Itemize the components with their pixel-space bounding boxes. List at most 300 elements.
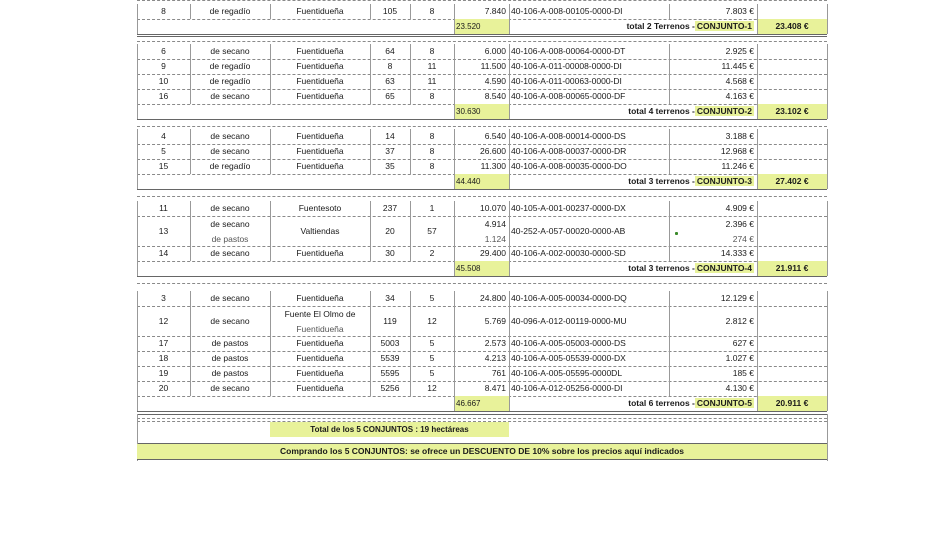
municipality-cell [270,306,370,336]
municipality-cell-text: Fuentesoto [298,203,342,213]
municipality-cell [270,4,370,19]
parcel-cell [370,144,410,159]
lot-number-cell-text: 5 [161,146,166,156]
land-type-cell-line1: de secano [210,219,250,229]
area-cell-text: 7.840 [484,6,506,16]
municipality-cell-text: Fuentidueña [296,91,344,101]
polygon-cell [410,306,454,336]
summary-column-line [757,174,758,189]
land-type-cell [190,74,270,89]
land-type-cell-text: de secano [210,146,250,156]
area-cell-text: 11.500 [480,61,506,71]
column-line [270,201,271,261]
cadastral-ref-cell [509,381,669,396]
parcel-cell [370,44,410,59]
polygon-cell-text: 5 [429,368,435,378]
municipality-cell [270,291,370,306]
area-cell-text: 5.769 [484,316,506,326]
land-type-cell-text: de pastos [211,338,249,348]
polygon-cell-text: 2 [429,248,435,258]
price-cell-text: 2.812 € [725,316,754,326]
group-gap-line [137,196,827,197]
column-line [137,44,138,104]
price-cell-text: 4.163 € [725,91,754,101]
land-type-cell-text: de regadío [209,61,251,71]
parcel-cell-text: 20 [385,226,395,236]
price-cell-text: 4.909 € [725,203,754,213]
polygon-cell-text: 8 [429,146,435,156]
price-cell [669,144,757,159]
terrain-count-label: total 3 terrenos - [628,263,695,273]
table-row [137,74,827,89]
column-line [370,44,371,104]
summary-column-line [757,261,758,276]
area-cell [454,89,509,104]
lot-number-cell [137,351,190,366]
group-gap-line [137,126,827,127]
lot-number-cell-text: 11 [159,203,168,213]
land-type-cell-text: de secano [210,46,250,56]
price-cell-text: 14.333 € [720,248,754,258]
column-line [669,44,670,104]
area-cell-text: 10.070 [480,203,506,213]
terrain-count-label: total 2 Terrenos - [626,21,695,31]
column-line [410,4,411,19]
price-cell [669,4,757,19]
price-cell-text: 1.027 € [725,353,754,363]
price-cell-line2: 274 € [732,234,754,244]
price-cell-text: 4.568 € [725,76,754,86]
column-line [190,4,191,19]
summary-column-line [509,396,510,411]
area-cell [454,59,509,74]
polygon-cell [410,381,454,396]
parcel-cell [370,4,410,19]
lot-number-cell-text: 15 [158,161,169,171]
area-cell [454,74,509,89]
price-cell-text: 12.968 € [720,146,754,156]
parcel-cell [370,159,410,174]
lot-number-cell-text: 16 [158,91,169,101]
land-type-cell [190,246,270,261]
polygon-cell-text: 5 [429,293,435,303]
price-cell [669,74,757,89]
polygon-cell-text: 1 [429,203,435,213]
area-cell [454,351,509,366]
column-line [509,129,510,174]
price-cell-line1: 2.396 € [725,219,754,229]
column-line [509,4,510,19]
municipality-cell [270,44,370,59]
group-summary-label [509,261,757,276]
land-type-cell [190,351,270,366]
footer-side-line [827,414,828,461]
group-summary-label [509,396,757,411]
parcel-cell [370,336,410,351]
land-type-cell-text: de regadío [209,76,251,86]
area-cell-text: 11.300 [480,161,506,171]
lot-number-cell [137,129,190,144]
total-conjuntos-banner: Total de los 5 CONJUNTOS : 19 hectáreas [270,422,509,437]
cadastral-ref-cell [509,201,669,216]
column-line [190,291,191,396]
area-cell-text: 4.213 [484,353,506,363]
table-row [137,59,827,74]
column-line [827,201,828,261]
cadastral-ref-cell-text: 40-106-A-002-00030-0000-SD [511,248,626,258]
municipality-cell-line1: Fuente El Olmo de [284,309,356,319]
summary-column-line [137,19,138,34]
column-line [370,4,371,19]
price-cell-text: 3.188 € [725,131,754,141]
land-type-cell [190,59,270,74]
area-cell [454,381,509,396]
area-cell-text: 761 [491,368,506,378]
land-type-cell [190,144,270,159]
discount-banner: Comprando los 5 CONJUNTOS: se ofrece un DESCUENTO DE 10% sobre los precios aquí indicados [137,444,827,459]
column-line [270,129,271,174]
municipality-cell [270,351,370,366]
group-area-total: 46.667 [454,396,509,411]
cadastral-ref-cell [509,291,669,306]
cadastral-ref-cell-text: 40-252-A-057-00020-0000-AB [511,226,626,236]
polygon-cell [410,351,454,366]
summary-column-line [757,396,758,411]
parcel-cell [370,59,410,74]
group-bottom-line [137,119,827,120]
summary-column-line [827,396,828,411]
cadastral-ref-cell [509,89,669,104]
lot-number-cell [137,59,190,74]
area-cell [454,336,509,351]
polygon-cell [410,159,454,174]
summary-column-line [454,19,455,34]
polygon-cell [410,216,454,246]
column-line [370,291,371,396]
lot-number-cell [137,4,190,19]
land-type-cell [190,129,270,144]
lot-number-cell-text: 18 [158,353,169,363]
cadastral-ref-cell-text: 40-106-A-011-00008-0000-DI [511,61,622,71]
group-bottom-line [137,34,827,35]
column-line [270,291,271,396]
land-type-cell-text: de pastos [211,368,249,378]
lot-number-cell-text: 6 [161,46,166,56]
lot-number-cell-text: 13 [158,226,169,236]
column-line [190,44,191,104]
lot-number-cell [137,144,190,159]
conjunto-total-price: 23.102 € [757,104,827,119]
lot-number-cell-text: 3 [161,293,166,303]
parcel-cell-text: 5595 [380,368,400,378]
area-cell-line2: 1.124 [484,234,506,244]
parcel-cell-text: 37 [385,146,395,156]
land-type-cell-text: de regadío [209,6,251,16]
column-line [669,201,670,261]
column-line [410,201,411,261]
price-cell [669,201,757,216]
group-gap-line [137,418,827,419]
table-row [137,216,827,246]
column-line [410,291,411,396]
column-line [669,129,670,174]
polygon-cell-text: 57 [427,226,437,236]
cadastral-ref-cell [509,351,669,366]
cadastral-ref-cell-text: 40-106-A-008-00064-0000-DT [511,46,626,56]
column-line [509,44,510,104]
group-summary-label [509,174,757,189]
land-type-cell-text: de secano [210,383,250,393]
parcel-cell-text: 30 [385,248,395,258]
group-bottom-line [137,276,827,277]
price-cell-text: 7.803 € [725,6,754,16]
area-cell [454,129,509,144]
column-line [270,44,271,104]
price-cell [669,336,757,351]
column-line [757,129,758,174]
footer-line [137,414,827,415]
summary-column-line [454,174,455,189]
column-line [190,129,191,174]
column-line [827,291,828,396]
column-line [370,129,371,174]
summary-column-line [137,174,138,189]
parcel-cell [370,381,410,396]
column-line [137,129,138,174]
area-cell-text: 24.800 [480,293,506,303]
column-line [137,4,138,19]
polygon-cell-text: 5 [429,353,435,363]
polygon-cell [410,366,454,381]
area-cell-line1: 4.914 [484,219,506,229]
municipality-cell [270,89,370,104]
group-gap-line [137,283,827,284]
municipality-cell-text: Fuentidueña [296,46,344,56]
summary-column-line [827,19,828,34]
lot-number-cell [137,159,190,174]
column-line [509,201,510,261]
column-line [137,201,138,261]
price-cell [669,129,757,144]
area-cell [454,216,509,246]
table-row [137,351,827,366]
price-cell [669,291,757,306]
polygon-cell [410,89,454,104]
column-line [454,291,455,396]
lot-number-cell-text: 20 [158,383,169,393]
cadastral-ref-cell [509,306,669,336]
municipality-cell [270,129,370,144]
terrain-count-label: total 4 terrenos - [628,106,695,116]
cadastral-ref-cell-text: 40-106-A-008-00105-0000-DI [511,6,623,16]
parcel-cell-text: 5003 [380,338,400,348]
conjunto-label: CONJUNTO-1 [696,21,752,31]
summary-column-line [509,19,510,34]
group-gap-line [137,41,827,42]
area-cell-text: 26.600 [480,146,506,156]
column-line [757,291,758,396]
table-row [137,89,827,104]
area-cell [454,366,509,381]
land-type-cell [190,366,270,381]
area-cell [454,201,509,216]
conjunto-total-price: 27.402 € [757,174,827,189]
price-cell-text: 2.925 € [725,46,754,56]
price-cell [669,351,757,366]
polygon-cell-text: 8 [429,6,435,16]
polygon-cell [410,59,454,74]
land-type-cell [190,159,270,174]
column-line [137,291,138,396]
conjunto-total-price: 20.911 € [757,396,827,411]
cadastral-ref-cell-text: 40-106-A-008-00035-0000-DO [511,161,627,171]
conjunto-label: CONJUNTO-2 [696,106,752,116]
summary-column-line [827,174,828,189]
cadastral-ref-cell-text: 40-106-A-005-05539-0000-DX [511,353,626,363]
table-row [137,129,827,144]
summary-column-line [757,19,758,34]
column-line [454,44,455,104]
cadastral-ref-cell [509,216,669,246]
cadastral-ref-cell [509,74,669,89]
price-cell [669,159,757,174]
lot-number-cell-text: 17 [158,338,169,348]
summary-column-line [454,396,455,411]
lot-number-cell [137,74,190,89]
area-cell [454,306,509,336]
land-type-cell [190,216,270,246]
area-cell-text: 4.590 [484,76,506,86]
table-row [137,44,827,59]
polygon-cell [410,144,454,159]
cadastral-ref-cell [509,159,669,174]
cadastral-ref-cell [509,144,669,159]
polygon-cell [410,129,454,144]
price-cell [669,246,757,261]
area-cell [454,4,509,19]
price-cell-text: 11.246 € [721,161,754,171]
area-cell-text: 6.540 [484,131,506,141]
parcel-cell-text: 65 [385,91,395,101]
cadastral-ref-cell-text: 40-106-A-005-00034-0000-DQ [511,293,627,303]
price-cell-text: 11.445 € [721,61,754,71]
parcel-cell-text: 105 [382,6,398,16]
area-cell [454,44,509,59]
cadastral-ref-cell [509,44,669,59]
lot-number-cell [137,201,190,216]
municipality-cell [270,159,370,174]
polygon-cell [410,44,454,59]
land-type-cell-line2: de pastos [211,234,249,244]
area-cell-text: 2.573 [484,338,506,348]
summary-column-line [757,104,758,119]
price-cell [669,44,757,59]
table-row [137,201,827,216]
municipality-cell-text: Fuentidueña [296,131,344,141]
municipality-cell [270,246,370,261]
polygon-cell-text: 12 [427,316,437,326]
group-area-total: 45.508 [454,261,509,276]
municipality-cell-text: Fuentidueña [296,146,344,156]
land-type-cell-text: de secano [210,293,250,303]
parcel-cell [370,351,410,366]
summary-column-line [137,396,138,411]
column-line [757,44,758,104]
cadastral-ref-cell [509,129,669,144]
lot-number-cell [137,291,190,306]
group-area-total: 23.520 [454,19,509,34]
table-row [137,291,827,306]
lot-number-cell-text: 4 [161,131,166,141]
polygon-cell-text: 8 [429,46,435,56]
column-line [827,44,828,104]
top-line [137,0,827,1]
column-line [827,129,828,174]
column-line [410,44,411,104]
parcel-cell [370,306,410,336]
table-row [137,144,827,159]
table-row [137,306,827,336]
column-line [454,129,455,174]
parcel-cell-text: 8 [387,61,393,71]
municipality-cell-text: Valtiendas [300,226,340,236]
group-area-total: 30.630 [454,104,509,119]
summary-column-line [509,104,510,119]
price-cell [669,216,757,246]
lot-number-cell [137,246,190,261]
municipality-cell-text: Fuentidueña [296,161,344,171]
lot-number-cell-text: 10 [158,76,169,86]
cadastral-ref-cell-text: 40-106-A-005-05595-0000DL [511,368,623,378]
municipality-cell [270,336,370,351]
polygon-cell [410,201,454,216]
municipality-cell [270,366,370,381]
cadastral-ref-cell-text: 40-096-A-012-00119-0000-MU [511,316,627,326]
land-type-cell-text: de secano [210,316,250,326]
terrain-count-label: total 3 terrenos - [628,176,695,186]
parcel-cell [370,89,410,104]
parcel-cell [370,201,410,216]
cadastral-ref-cell [509,366,669,381]
municipality-cell-text: Fuentidueña [296,76,344,86]
parcel-cell-text: 63 [385,76,395,86]
parcel-cell-text: 35 [385,161,395,171]
price-cell [669,306,757,336]
parcel-cell-text: 64 [385,46,395,56]
municipality-cell-line2: Fuentidueña [296,324,344,334]
polygon-cell-text: 11 [427,76,437,86]
cadastral-ref-cell-text: 40-106-A-011-00063-0000-DI [511,76,622,86]
parcel-cell-text: 5539 [380,353,400,363]
cadastral-ref-cell [509,59,669,74]
land-type-cell [190,44,270,59]
parcel-cell [370,74,410,89]
group-summary-label [509,104,757,119]
polygon-cell-text: 8 [429,91,435,101]
area-cell-text: 6.000 [484,46,506,56]
group-bottom-line [137,189,827,190]
lot-number-cell-text: 9 [161,61,166,71]
land-type-cell-text: de secano [210,91,250,101]
summary-column-line [827,261,828,276]
group-summary-label [509,19,757,34]
area-cell [454,144,509,159]
lot-number-cell [137,306,190,336]
lot-number-cell [137,89,190,104]
cadastral-ref-cell-text: 40-106-A-008-00065-0000-DF [511,91,626,101]
table-row [137,4,827,19]
polygon-cell [410,4,454,19]
